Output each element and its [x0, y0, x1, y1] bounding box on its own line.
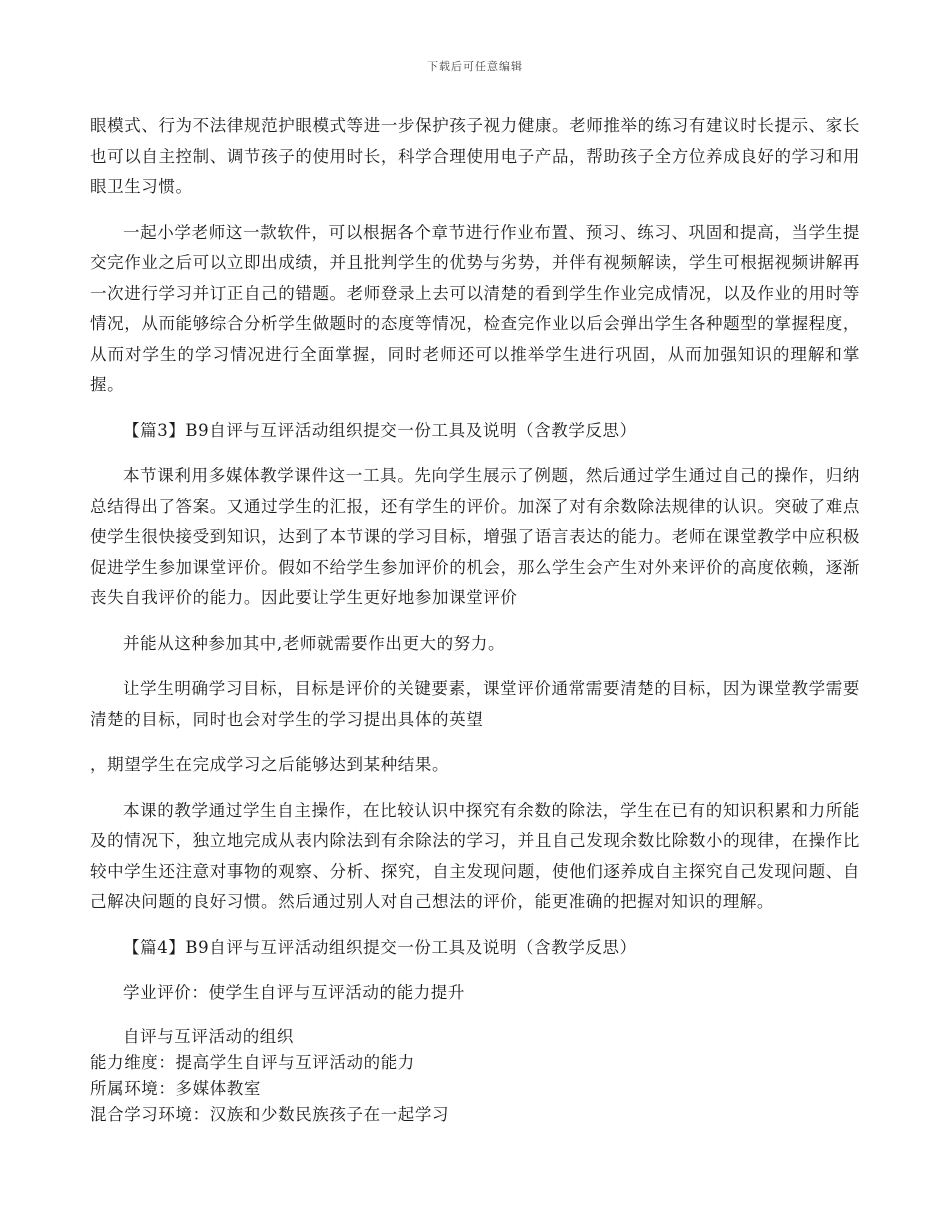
info-list: [90, 1024, 860, 1128]
list-item: 能力维度：提高学生自评与互评活动的能力: [90, 1052, 415, 1072]
page-header: 下载后可任意编辑: [427, 60, 523, 73]
list-item: 自评与互评活动的组织: [123, 1026, 294, 1046]
paragraph-multimedia: 本节课利用多媒体教学课件这一工具。先向学生展示了例题，然后通过学生通过自己的操作，归纳总结得出了答案。又通过学生的汇报，还有学生的评价。加深了对有余数除法规律的认识。突破了难点使学生很快接受到知识，达到了本节课的学习目标，增强了语言表达的能力。老师在课堂教学中应积极促进学生参加课堂评价。假如不给学生参加评价的机会，那么学生会产生对外来评价的高度依赖，逐渐丧失自我评价的能力。因此要让学生更好地参加课堂评价: [90, 466, 860, 607]
paragraph-expectation: ，期望学生在完成学习之后能够达到某种结果。: [90, 755, 450, 774]
section-heading-4: 【篇4】B9自评与互评活动组织提交一份工具及说明（含教学反思）: [123, 937, 637, 957]
paragraph-academic-eval: 学业评价：使学生自评与互评活动的能力提升: [123, 983, 465, 1002]
list-item: 所属环境：多媒体教室: [90, 1078, 261, 1098]
paragraph-eye-care: 眼模式、行为不法律规范护眼模式等进一步保护孩子视力健康。老师推举的练习有建议时长提示、家长也可以自主控制、调节孩子的使用时长，科学合理使用电子产品，帮助孩子全方位养成良好的学习和用眼卫生习惯。: [90, 116, 860, 196]
paragraph-software: 一起小学老师这一款软件，可以根据各个章节进行作业布置、预习、练习、巩固和提高，当学生提交完作业之后可以立即出成绩，并且批判学生的优势与劣势，并伴有视频解读，学生可根据视频讲解再一次进行学习并订正自己的错题。老师登录上去可以清楚的看到学生作业完成情况，以及作业的用时等情况，从而能够综合分析学生做题时的态度等情况，检查完作业以后会弹出学生各种题型的掌握程度，从而对学生的学习情况进行全面掌握，同时老师还可以推举学生进行巩固，从而加强知识的理解和掌握。: [90, 222, 860, 394]
paragraph-teaching: 本课的教学通过学生自主操作，在比较认识中探究有余数的除法，学生在已有的知识积累和力所能及的情况下，独立地完成从表内除法到有余除法的学习，并且自己发现余数比除数小的现律，在操作比较中学生还注意对事物的观察、分析、探究，自主发现问题，使他们逐养成自主探究自己发现问题、自己解决问题的良好习惯。然后通过别人对自己想法的评价，能更准确的把握对知识的理解。: [90, 800, 860, 911]
section-heading-3: 【篇3】B9自评与互评活动组织提交一份工具及说明（含教学反思）: [123, 420, 637, 440]
paragraph-participation: 并能从这种参加其中,老师就需要作出更大的努力。: [123, 633, 506, 653]
list-item: 混合学习环境：汉族和少数民族孩子在一起学习: [90, 1104, 450, 1124]
paragraph-goals: 让学生明确学习目标，目标是评价的关键要素，课堂评价通常需要清楚的目标，因为课堂教学需要清楚的目标，同时也会对学生的学习提出具体的英望: [90, 679, 860, 729]
document-body: [90, 111, 860, 1128]
